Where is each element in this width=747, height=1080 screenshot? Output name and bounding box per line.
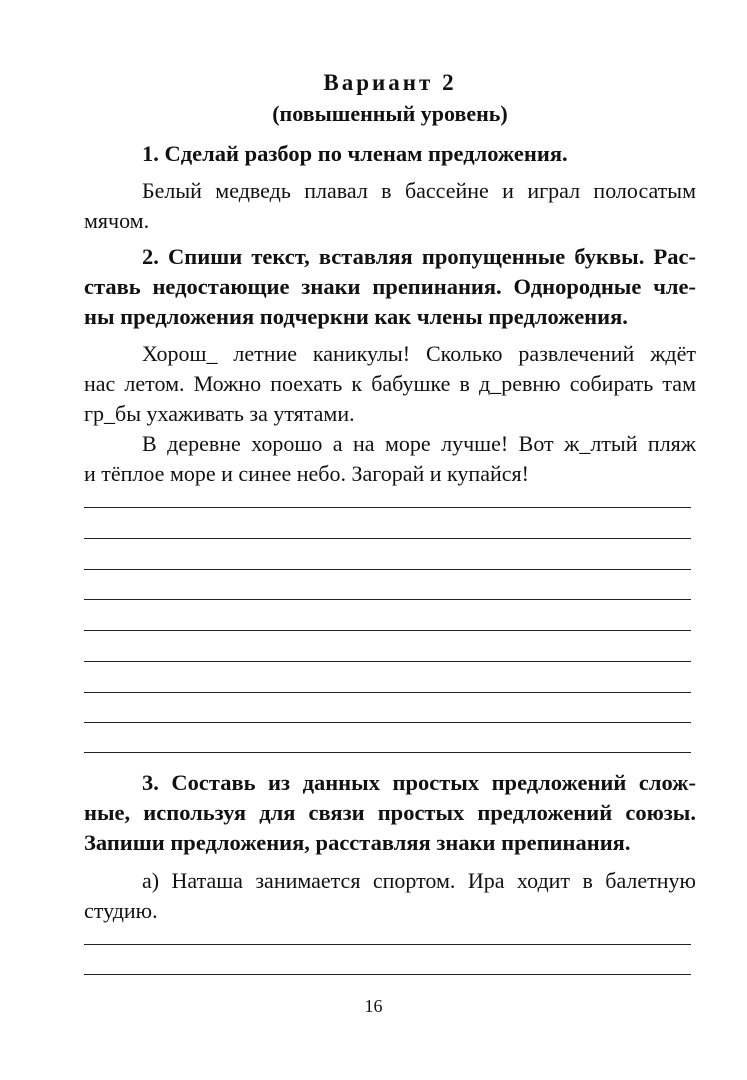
answer-line[interactable]	[84, 722, 691, 723]
task-3-heading-line-2: ные, используя для связи простых предложений союзы.	[84, 800, 696, 825]
task-2-text	[84, 339, 696, 489]
answer-line[interactable]	[84, 569, 691, 570]
task-2-para-1-line-3: гр_бы ухаживать за утятами.	[84, 401, 355, 426]
variant-subtitle: (повышенный уровень)	[272, 101, 508, 126]
task-2-para-1-line-1: Хорош_ летние каникулы! Сколько развлечений ждёт	[142, 341, 696, 366]
task-1-sentence-line-2: мячом.	[84, 208, 150, 233]
answer-line[interactable]	[84, 944, 691, 945]
task-3-item-a-line-2: студию.	[84, 898, 158, 923]
task-3-heading-line-1: 3. Составь из данных простых предложений слож-	[142, 770, 696, 795]
answer-line[interactable]	[84, 752, 691, 753]
answer-line[interactable]	[84, 692, 691, 693]
task-2-heading-line-2: ставь недостающие знаки препинания. Однородные чле-	[84, 274, 696, 299]
task-1-sentence-line-1: Белый медведь плавал в бассейне и играл полосатым	[142, 178, 696, 203]
task-1-heading-text: 1. Сделай разбор по членам предложения.	[142, 141, 568, 166]
task-3-heading	[84, 768, 696, 858]
answer-line[interactable]	[84, 599, 691, 600]
page-number: 16	[364, 996, 383, 1016]
answer-line[interactable]	[84, 661, 691, 662]
answer-line[interactable]	[84, 507, 691, 508]
task-2-heading-line-3: ны предложения подчеркни как члены предложения.	[84, 304, 628, 329]
task-3-heading-line-3: Запиши предложения, расставляя знаки препинания.	[84, 830, 631, 855]
task-2-para-2-line-1: В деревне хорошо а на море лучше! Вот ж_лтый пляж	[142, 431, 696, 456]
task-2-para-2-line-2: и тёплое море и синее небо. Загорай и купайся!	[84, 461, 529, 486]
task-2-heading	[84, 242, 696, 332]
answer-line[interactable]	[84, 538, 691, 539]
task-1-sentence	[84, 176, 696, 236]
answer-line[interactable]	[84, 630, 691, 631]
task-2-para-1-line-2: нас летом. Можно поехать к бабушке в д_ревню собирать там	[84, 371, 696, 396]
task-2-heading-line-1: 2. Спиши текст, вставляя пропущенные буквы. Рас-	[142, 244, 696, 269]
task-3-item-a	[84, 866, 696, 926]
task-3-item-a-line-1: а) Наташа занимается спортом. Ира ходит в балетную	[142, 868, 696, 893]
variant-title: Вариант 2	[323, 70, 457, 95]
task-1-heading	[84, 139, 696, 169]
answer-line[interactable]	[84, 974, 691, 975]
